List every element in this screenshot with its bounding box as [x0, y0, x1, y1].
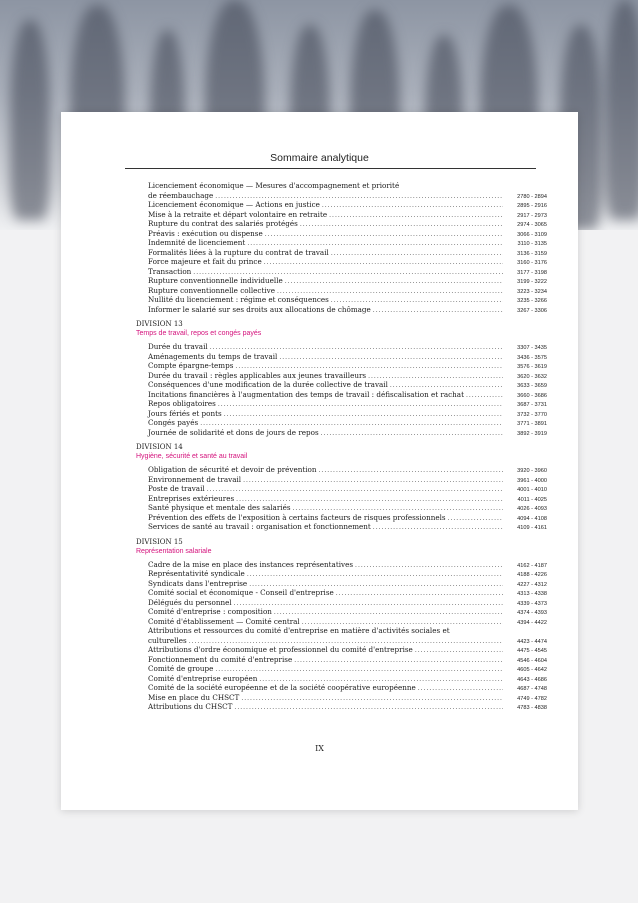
toc-entry-pages: 4643 - 4686: [517, 676, 547, 683]
toc-entry[interactable]: [136, 693, 547, 703]
page-title: Sommaire analytique: [270, 152, 369, 164]
toc-entry-label: Attributions du CHSCT: [148, 702, 233, 711]
toc-entry[interactable]: [136, 484, 547, 494]
toc-entry-label: Syndicats dans l'entreprise: [148, 578, 248, 588]
toc-entry-label: Comité social et économique - Conseil d'entreprise: [148, 588, 334, 597]
toc-entry-pages: 2974 - 3065: [517, 222, 547, 228]
toc-entry[interactable]: [136, 295, 547, 305]
toc-entry-label: Incitations financières à l'augmentation des temps de travail : défiscalisation et rachat: [148, 389, 464, 399]
toc-entry[interactable]: [136, 200, 547, 210]
toc-entry[interactable]: [136, 229, 547, 239]
toc-entry-label: Poste de travail: [148, 484, 205, 493]
toc-entry-pages: 3620 - 3632: [517, 373, 547, 380]
toc-entry-pages: 3436 - 3575: [517, 354, 547, 361]
toc-entry[interactable]: [136, 569, 547, 579]
toc-entry-label: Compte épargne-temps: [148, 361, 234, 370]
dot-leader: [321, 429, 503, 439]
toc-entry-pages: 3136 - 3159: [517, 250, 547, 257]
toc-entry-pages: 3961 - 4000: [517, 477, 547, 484]
toc-entry-label: Prévention des effets de l'exposition à certains facteurs de risques professionnels: [148, 512, 446, 522]
toc-entry-label: Formalités liées à la rupture du contrat de travail: [148, 247, 329, 257]
toc-entry-pages: 4026 - 4093: [517, 506, 547, 512]
toc-entry[interactable]: [136, 352, 547, 362]
toc-entry-label: Durée du travail : règles applicables aux jeunes travailleurs: [148, 370, 367, 380]
toc-entry-label: Durée du travail: [148, 342, 208, 351]
toc-entry-label: Comité d'entreprise européen: [148, 673, 258, 683]
toc-entry[interactable]: [136, 522, 547, 532]
toc-entry-pages: 3576 - 3619: [517, 364, 547, 370]
toc-entry-label: Comité de la société européenne et de la société coopérative européenne: [148, 683, 416, 692]
toc-entry[interactable]: [136, 286, 547, 296]
toc-entry[interactable]: [136, 674, 547, 684]
toc-entry[interactable]: [136, 238, 547, 248]
toc-entry-label: Licenciement économique — Actions en justice: [148, 200, 320, 209]
division-number: DIVISION 14: [136, 443, 183, 451]
toc-entry-pages: 4475 - 4545: [517, 648, 547, 654]
toc-entry-label: de réembauchage: [148, 190, 214, 200]
toc-entry-pages: 4109 - 4161: [517, 525, 547, 531]
toc-entry[interactable]: [136, 210, 547, 220]
toc-entry-label: Rupture du contrat des salariés protégés: [148, 219, 298, 228]
toc-entry-pages: 3199 - 3222: [517, 279, 547, 285]
toc-entry[interactable]: [136, 588, 547, 598]
toc-entry[interactable]: [136, 361, 547, 371]
toc-entry-label: Délégués du personnel: [148, 597, 232, 607]
toc-entry[interactable]: [136, 702, 547, 712]
toc-entry-label: culturelles: [148, 635, 187, 645]
toc-entry-pages: 2895 - 2916: [517, 203, 547, 209]
toc-entry-pages: 4227 - 4312: [517, 581, 547, 588]
toc-entry[interactable]: [136, 607, 547, 617]
toc-entry-pages: 4687 - 4748: [517, 686, 547, 692]
toc-entry[interactable]: [136, 418, 547, 428]
toc-entry[interactable]: [136, 560, 547, 570]
toc-entry-pages: 3771 - 3891: [517, 421, 547, 427]
toc-entry-label: Jours fériés et ponts: [148, 408, 222, 418]
division-title: Temps de travail, repos et congés payés: [136, 330, 262, 337]
toc-entry[interactable]: [136, 342, 547, 352]
toc-entry-pages: 3687 - 3731: [517, 402, 547, 408]
toc-entry[interactable]: [136, 598, 547, 608]
toc-entry[interactable]: [136, 664, 547, 674]
toc-entry-label: Entreprises extérieures: [148, 493, 235, 503]
toc-entry[interactable]: [136, 683, 547, 693]
toc-entry-label: Mise à la retraite et départ volontaire en retraite: [148, 209, 328, 219]
toc-entry[interactable]: [136, 617, 547, 627]
toc-entry-label: Environnement de travail: [148, 474, 242, 484]
toc-entry[interactable]: [136, 248, 547, 258]
toc-entry-line: [136, 181, 547, 191]
toc-entry-pages: 3732 - 3770: [517, 411, 547, 418]
toc-entry-pages: 4339 - 4373: [517, 600, 547, 607]
toc-entry-label: Attributions d'ordre économique et professionnel du comité d'entreprise: [148, 645, 413, 654]
toc-entry-pages: 3633 - 3659: [517, 383, 547, 389]
toc-entry[interactable]: [136, 645, 547, 655]
toc-entry[interactable]: [136, 409, 547, 419]
toc-entry-label: Mise en place du CHSCT: [148, 692, 240, 702]
toc-entry-pages: 4011 - 4025: [517, 496, 547, 503]
toc-entry-pages: 4374 - 4393: [517, 610, 547, 616]
toc-entry-pages: 4749 - 4782: [517, 695, 547, 702]
toc-entry-label: Cadre de la mise en place des instances représentatives: [148, 559, 354, 569]
toc-entry[interactable]: [136, 191, 547, 201]
toc-entry-pages: 4188 - 4226: [517, 572, 547, 578]
division-title: Hygiène, sécurité et santé au travail: [136, 453, 248, 460]
toc-entry[interactable]: [136, 305, 547, 315]
toc-entry-pages: 4394 - 4422: [517, 619, 547, 626]
toc-entry-pages: 4162 - 4187: [517, 562, 547, 569]
toc-entry[interactable]: [136, 655, 547, 665]
toc-entry-pages: 3160 - 3176: [517, 260, 547, 266]
toc-entry-label: Attributions et ressources du comité d'entreprise en matière d'activités sociales et: [148, 626, 450, 635]
toc-entry-pages: 3223 - 3234: [517, 288, 547, 295]
toc-entry-label: Préavis : exécution ou dispense: [148, 228, 263, 238]
toc-entry-pages: 2780 - 2894: [517, 193, 547, 200]
toc-entry[interactable]: [136, 267, 547, 277]
toc-entry-label: Informer le salarié sur ses droits aux allocations de chômage: [148, 304, 371, 314]
toc-entry-label: Comité de groupe: [148, 664, 214, 673]
division-number: DIVISION 13: [136, 320, 183, 328]
table-of-contents: [136, 181, 547, 712]
toc-entry-label: Journée de solidarité et dons de jours de repos: [148, 427, 319, 437]
toc-entry-line: [136, 626, 547, 636]
toc-entry-pages: 4094 - 4108: [517, 515, 547, 522]
title-rule: [125, 168, 536, 169]
toc-entry-label: Rupture conventionnelle collective: [148, 285, 275, 295]
toc-entry[interactable]: [136, 636, 547, 646]
toc-entry-pages: 4001 - 4010: [517, 487, 547, 493]
toc-entry-pages: 3066 - 3109: [517, 231, 547, 238]
toc-entry-label: Aménagements du temps de travail: [148, 351, 278, 361]
toc-entry-label: Fonctionnement du comité d'entreprise: [148, 654, 293, 664]
toc-entry[interactable]: [136, 276, 547, 286]
document-page: [61, 112, 578, 810]
toc-entry-pages: 3110 - 3135: [517, 241, 547, 247]
toc-entry-label: Comité d'établissement — Comité central: [148, 616, 300, 626]
toc-entry-label: Obligation de sécurité et devoir de prévention: [148, 465, 317, 474]
toc-entry[interactable]: [136, 399, 547, 409]
toc-entry-label: Force majeure et fait du prince: [148, 257, 262, 266]
toc-entry-pages: 3177 - 3198: [517, 269, 547, 276]
toc-entry-pages: 4605 - 4642: [517, 667, 547, 673]
division-number: DIVISION 15: [136, 537, 183, 546]
toc-entry-pages: 4423 - 4474: [517, 638, 547, 645]
toc-entry-label: Repos obligatoires: [148, 399, 216, 408]
toc-entry-pages: 4546 - 4604: [517, 657, 547, 664]
toc-entry[interactable]: [136, 371, 547, 381]
dot-leader: [234, 703, 503, 713]
toc-entry[interactable]: [136, 503, 547, 513]
toc-entry[interactable]: [136, 513, 547, 523]
toc-entry-label: Transaction: [148, 266, 192, 276]
toc-entry-pages: 3235 - 3266: [517, 298, 547, 304]
toc-entry[interactable]: [136, 219, 547, 229]
toc-entry[interactable]: [136, 494, 547, 504]
toc-entry-label: Conséquences d'une modification de la durée collective de travail: [148, 380, 388, 389]
toc-entry-pages: 3920 - 3960: [517, 468, 547, 474]
toc-entry-label: Santé physique et mentale des salariés: [148, 503, 291, 512]
toc-entry-pages: 4313 - 4338: [517, 591, 547, 597]
toc-entry-pages: 4783 - 4838: [517, 705, 547, 711]
toc-entry-label: Nullité du licenciement : régime et conséquences: [148, 295, 329, 304]
toc-entry[interactable]: [136, 475, 547, 485]
page-number: IX: [315, 744, 324, 753]
toc-entry-label: Services de santé au travail : organisation et fonctionnement: [148, 522, 371, 531]
division-title: Représentation salariale: [136, 547, 212, 555]
dot-leader: [373, 306, 503, 316]
toc-entry-label: Comité d'entreprise : composition: [148, 607, 272, 616]
toc-entry-pages: 3267 - 3306: [517, 307, 547, 314]
toc-entry[interactable]: [136, 465, 547, 475]
toc-entry[interactable]: [136, 257, 547, 267]
dot-leader: [373, 523, 503, 533]
toc-entry-pages: 3660 - 3686: [517, 392, 547, 399]
toc-entry-pages: 3892 - 3919: [517, 430, 547, 437]
toc-entry-pages: 3307 - 3435: [517, 345, 547, 351]
toc-entry-label: Représentativité syndicale: [148, 569, 245, 578]
toc-entry[interactable]: [136, 390, 547, 400]
toc-entry-pages: 2917 - 2973: [517, 212, 547, 219]
toc-entry-label: Congés payés: [148, 418, 199, 427]
toc-entry-label: Rupture conventionnelle individuelle: [148, 276, 283, 285]
toc-entry-label: Licenciement économique — Mesures d'accompagnement et priorité: [148, 181, 400, 190]
toc-entry[interactable]: [136, 380, 547, 390]
toc-entry[interactable]: [136, 579, 547, 589]
toc-entry-label: Indemnité de licenciement: [148, 238, 246, 247]
toc-entry[interactable]: [136, 428, 547, 438]
